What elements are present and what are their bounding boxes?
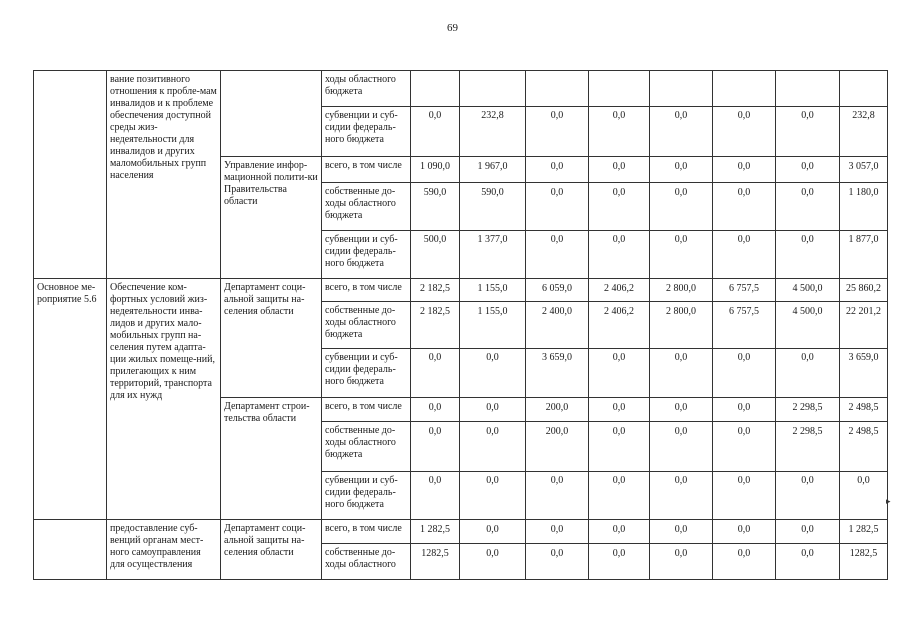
funding-source: всего, в том числе [322, 157, 411, 183]
value-cell: 232,8 [840, 107, 888, 157]
value-cell: 0,0 [589, 544, 650, 580]
value-cell: 0,0 [840, 472, 888, 520]
value-cell: 0,0 [776, 472, 840, 520]
value-cell: 0,0 [713, 520, 776, 544]
value-cell: 0,0 [650, 231, 713, 279]
value-cell: 200,0 [526, 398, 589, 422]
table-row [34, 520, 888, 544]
value-cell: 0,0 [411, 107, 460, 157]
value-cell: 0,0 [713, 231, 776, 279]
value-cell: 200,0 [526, 422, 589, 472]
value-cell: 2 800,0 [650, 302, 713, 349]
value-cell: 0,0 [460, 349, 526, 398]
executor-cell: Департамент строи-тельства области [221, 398, 322, 520]
value-cell: 0,0 [776, 157, 840, 183]
value-cell: 0,0 [650, 544, 713, 580]
executor-cell: Департамент соци-альной защиты на-селения области [221, 520, 322, 580]
value-cell: 6 757,5 [713, 279, 776, 302]
value-cell: 0,0 [460, 398, 526, 422]
value-cell: 2 800,0 [650, 279, 713, 302]
value-cell: 0,0 [650, 422, 713, 472]
value-cell: 0,0 [411, 349, 460, 398]
value-cell: 0,0 [776, 183, 840, 231]
value-cell: 0,0 [650, 183, 713, 231]
funding-source: собственные до-ходы областного бюджета [322, 422, 411, 472]
funding-source: субвенции и суб-сидии федераль-ного бюджета [322, 349, 411, 398]
value-cell: 3 659,0 [840, 349, 888, 398]
value-cell: 0,0 [589, 472, 650, 520]
value-cell [840, 71, 888, 107]
value-cell [650, 71, 713, 107]
value-cell: 0,0 [526, 231, 589, 279]
value-cell: 0,0 [650, 398, 713, 422]
executor-cell [221, 71, 322, 157]
value-cell: 0,0 [650, 157, 713, 183]
value-cell: 0,0 [713, 183, 776, 231]
funding-source: субвенции и суб-сидии федераль-ного бюджета [322, 231, 411, 279]
value-cell: 2 406,2 [589, 302, 650, 349]
value-cell [589, 71, 650, 107]
value-cell: 3 659,0 [526, 349, 589, 398]
value-cell: 1 180,0 [840, 183, 888, 231]
value-cell: 4 500,0 [776, 302, 840, 349]
value-cell: 1 877,0 [840, 231, 888, 279]
value-cell: 1 090,0 [411, 157, 460, 183]
value-cell: 0,0 [713, 107, 776, 157]
value-cell: 0,0 [460, 544, 526, 580]
value-cell: 0,0 [713, 544, 776, 580]
value-cell: 0,0 [589, 183, 650, 231]
funding-source: собственные до-ходы областного бюджета [322, 302, 411, 349]
value-cell: 0,0 [713, 398, 776, 422]
value-cell: 500,0 [411, 231, 460, 279]
value-cell: 0,0 [650, 107, 713, 157]
executor-cell: Департамент соци-альной защиты на-селения области [221, 279, 322, 398]
value-cell: 2 182,5 [411, 279, 460, 302]
funding-source: собственные до-ходы областного бюджета [322, 183, 411, 231]
value-cell [460, 71, 526, 107]
value-cell [713, 71, 776, 107]
value-cell: 1 155,0 [460, 302, 526, 349]
value-cell: 4 500,0 [776, 279, 840, 302]
value-cell [776, 71, 840, 107]
value-cell: 1 282,5 [411, 520, 460, 544]
value-cell: 0,0 [650, 520, 713, 544]
value-cell: 1 967,0 [460, 157, 526, 183]
value-cell: 0,0 [776, 231, 840, 279]
value-cell: 232,8 [460, 107, 526, 157]
value-cell: 1282,5 [411, 544, 460, 580]
value-cell: 0,0 [650, 472, 713, 520]
value-cell: 0,0 [713, 157, 776, 183]
budget-table [33, 70, 888, 580]
value-cell: 22 201,2 [840, 302, 888, 349]
value-cell: 1 282,5 [840, 520, 888, 544]
value-cell: 1282,5 [840, 544, 888, 580]
value-cell: 2 298,5 [776, 422, 840, 472]
value-cell: 0,0 [713, 349, 776, 398]
page-number: 69 [447, 22, 458, 34]
value-cell: 0,0 [776, 520, 840, 544]
value-cell: 0,0 [713, 422, 776, 472]
value-cell: 0,0 [460, 422, 526, 472]
value-cell: 6 757,5 [713, 302, 776, 349]
funding-source: ходы областного бюджета [322, 71, 411, 107]
value-cell: 0,0 [776, 107, 840, 157]
value-cell: 0,0 [589, 349, 650, 398]
funding-source: всего, в том числе [322, 279, 411, 302]
funding-source: субвенции и суб-сидии федераль-ного бюджета [322, 107, 411, 157]
value-cell: 590,0 [411, 183, 460, 231]
value-cell: 1 155,0 [460, 279, 526, 302]
value-cell: 6 059,0 [526, 279, 589, 302]
value-cell: 2 406,2 [589, 279, 650, 302]
table-row [34, 71, 888, 107]
value-cell [411, 71, 460, 107]
activity-description: вание позитивного отношения к пробле-мам инвалидов и к проблеме обеспечения доступной среды жиз-недеятельности для инвалидов и других маломобильных групп населения [107, 71, 221, 279]
value-cell: 0,0 [526, 520, 589, 544]
value-cell: 0,0 [713, 472, 776, 520]
executor-cell: Управление инфор-мационной полити-ки Правительства области [221, 157, 322, 279]
value-cell: 0,0 [526, 183, 589, 231]
value-cell: 2 182,5 [411, 302, 460, 349]
value-cell: 0,0 [526, 544, 589, 580]
value-cell: 2 298,5 [776, 398, 840, 422]
value-cell [526, 71, 589, 107]
margin-arrow-icon: ▸ [886, 496, 891, 506]
value-cell: 0,0 [460, 472, 526, 520]
value-cell: 3 057,0 [840, 157, 888, 183]
value-cell: 0,0 [589, 422, 650, 472]
value-cell: 2 498,5 [840, 422, 888, 472]
value-cell: 2 498,5 [840, 398, 888, 422]
activity-title: Основное ме-роприятие 5.6 [34, 279, 107, 520]
value-cell: 0,0 [589, 157, 650, 183]
value-cell: 0,0 [411, 472, 460, 520]
value-cell: 0,0 [526, 157, 589, 183]
value-cell: 0,0 [776, 544, 840, 580]
table-row [34, 279, 888, 302]
value-cell: 2 400,0 [526, 302, 589, 349]
value-cell: 0,0 [650, 349, 713, 398]
funding-source: всего, в том числе [322, 520, 411, 544]
activity-cell [34, 71, 107, 279]
value-cell: 0,0 [411, 398, 460, 422]
value-cell: 25 860,2 [840, 279, 888, 302]
funding-source: субвенции и суб-сидии федераль-ного бюджета [322, 472, 411, 520]
funding-source: собственные до-ходы областного [322, 544, 411, 580]
value-cell: 0,0 [776, 349, 840, 398]
value-cell: 0,0 [589, 107, 650, 157]
value-cell: 0,0 [589, 398, 650, 422]
activity-cell [34, 520, 107, 580]
activity-description: Обеспечение ком-фортных условий жиз-недеятельности инва-лидов и других мало-мобильных групп на-селения путем адапта-ции жилых помеще-ний, прилегающих к ним территорий, транспорта для их нужд [107, 279, 221, 520]
value-cell: 0,0 [411, 422, 460, 472]
value-cell: 1 377,0 [460, 231, 526, 279]
value-cell: 0,0 [526, 472, 589, 520]
funding-source: всего, в том числе [322, 398, 411, 422]
value-cell: 0,0 [526, 107, 589, 157]
activity-description: предоставление суб-венций органам мест-ного самоуправления для осуществления [107, 520, 221, 580]
value-cell: 590,0 [460, 183, 526, 231]
value-cell: 0,0 [460, 520, 526, 544]
value-cell: 0,0 [589, 231, 650, 279]
value-cell: 0,0 [589, 520, 650, 544]
